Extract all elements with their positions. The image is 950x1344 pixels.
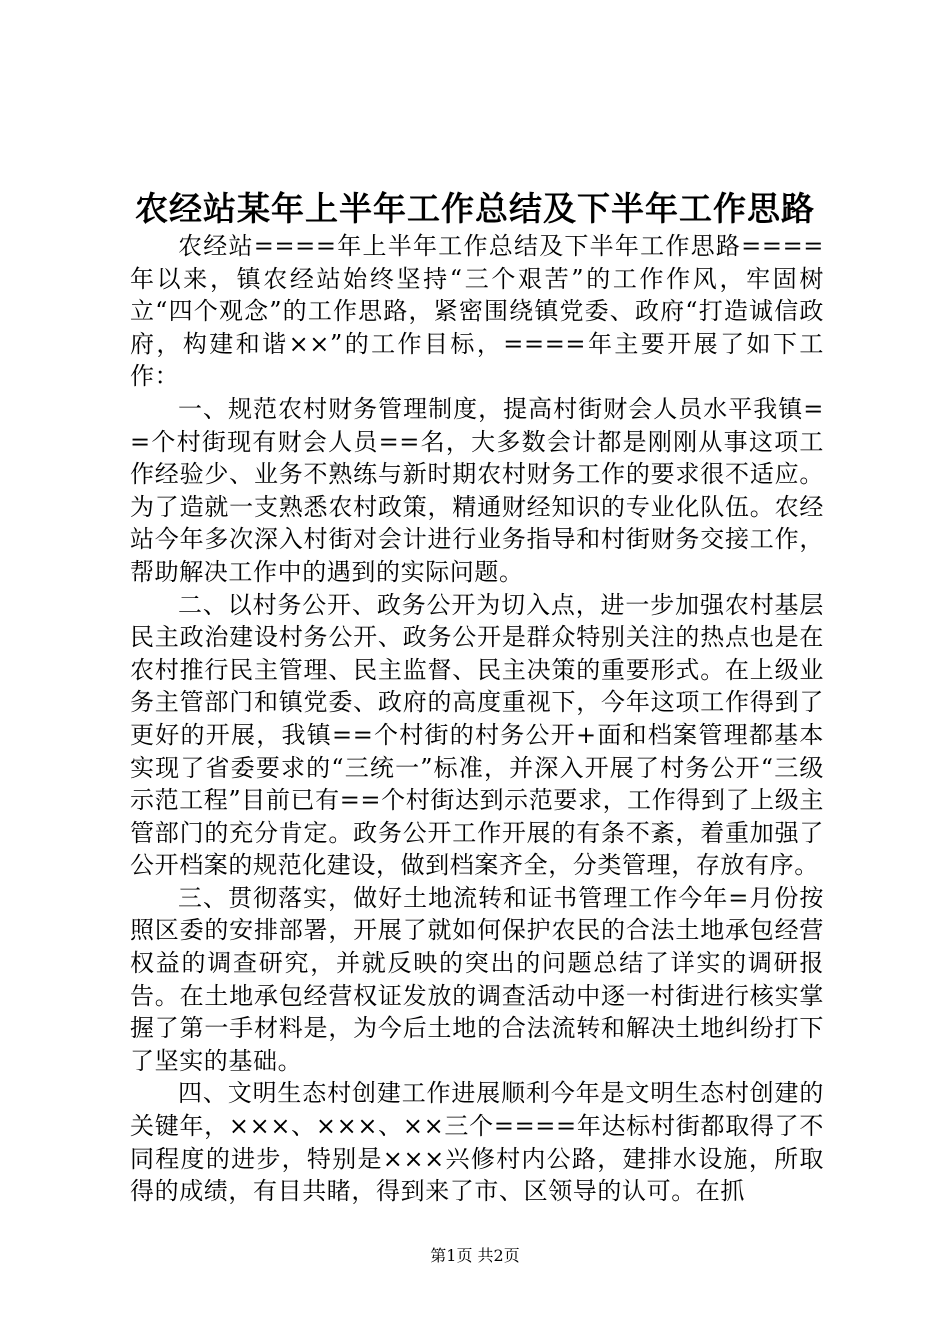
document-title: 农经站某年上半年工作总结及下半年工作思路 <box>135 189 815 228</box>
intro-paragraph: 农经站====年上半年工作总结及下半年工作思路====年以来，镇农经站始终坚持“三个艰苦”的工作作风，牢固树立“四个观念”的工作思路，紧密围绕镇党委、政府“打造诚信政府，构建和谐××”的工作目标，====年主要开展了如下工作： <box>130 232 824 391</box>
page-footer: 第1页 共2页 <box>430 1246 520 1265</box>
section-1-paragraph: 一、规范农村财务管理制度，提高村街财会人员水平我镇==个村街现有财会人员==名，大多数会计都是刚刚从事这项工作经验少、业务不熟练与新时期农村财务工作的要求很不适应。为了造就一支熟悉农村政策，精通财经知识的专业化队伍。农经站今年多次深入村街对会计进行业务指导和村街财务交接工作，帮助解决工作中的遇到的实际问题。 <box>130 394 824 586</box>
document-body <box>130 230 824 1208</box>
section-3-paragraph: 三、贯彻落实，做好土地流转和证书管理工作今年=月份按照区委的安排部署，开展了就如何保护农民的合法土地承包经营权益的调查研究，并就反映的突出的问题总结了详实的调研报告。在土地承包经营权证发放的调查活动中逐一村街进行核实掌握了第一手材料是，为今后土地的合法流转和解决土地纠纷打下了坚实的基础。 <box>130 883 824 1075</box>
section-2-paragraph: 二、以村务公开、政务公开为切入点，进一步加强农村基层民主政治建设村务公开、政务公开是群众特别关注的热点也是在农村推行民主管理、民主监督、民主决策的重要形式。在上级业务主管部门和镇党委、政府的高度重视下，今年这项工作得到了更好的开展，我镇==个村街的村务公开+面和档案管理都基本实现了省委要求的“三统一”标准，并深入开展了村务公开“三级示范工程”目前已有==个村街达到示范要求，工作得到了上级主管部门的充分肯定。政务公开工作开展的有条不紊，着重加强了公开档案的规范化建设，做到档案齐全，分类管理，存放有序。 <box>130 590 824 880</box>
section-4-paragraph: 四、文明生态村创建工作进展顺利今年是文明生态村创建的关键年，×××、×××、××三个====年达标村街都取得了不同程度的进步，特别是×××兴修村内公路，建排水设施，所取得的成绩，有目共睹，得到来了市、区领导的认可。在抓 <box>130 1079 824 1206</box>
